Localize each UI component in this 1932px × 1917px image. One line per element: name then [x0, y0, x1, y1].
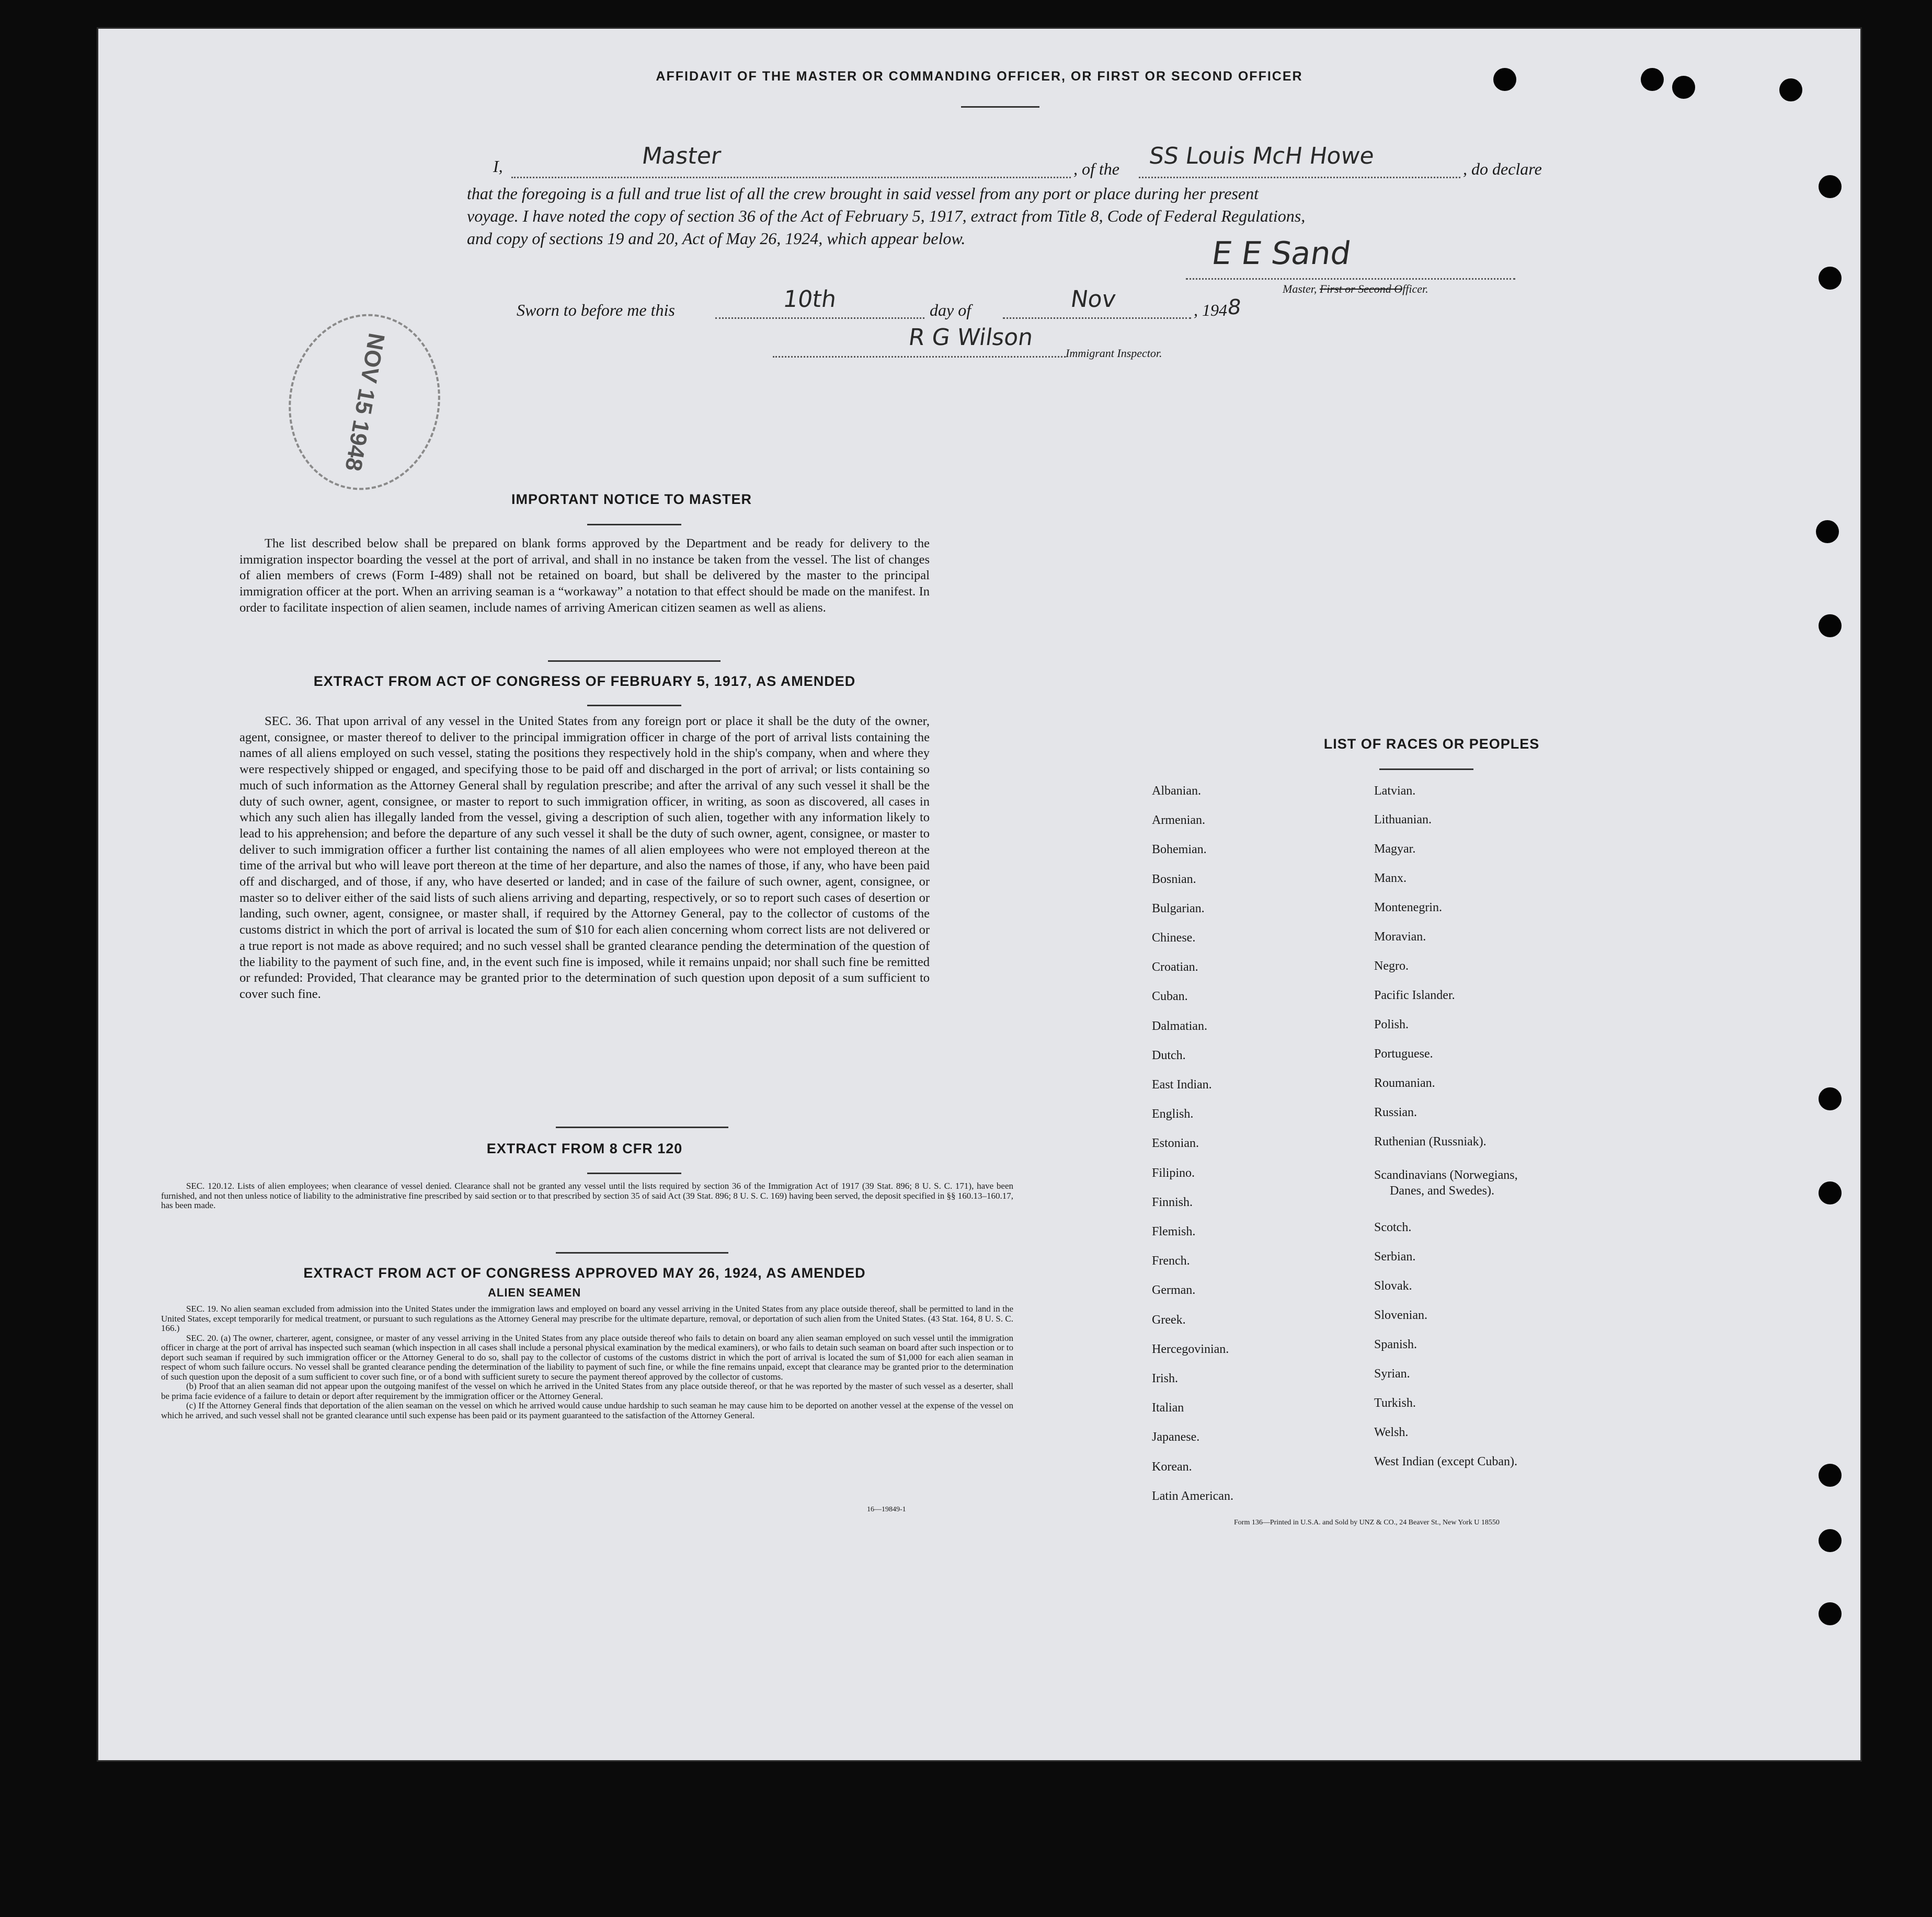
punch-hole [1819, 1464, 1842, 1487]
race-left-item: Bulgarian. [1152, 901, 1205, 915]
punch-hole [1819, 1602, 1842, 1625]
sec-19: SEC. 19. No alien seaman excluded from admission into the United States under the immigration laws and employed on board any vessel arriving in the United States from any place outside thereof, shall be permitted to land in the United States, except temporarily for medical treatment, or pursuant to such regulations as the Attorney General may prescribe for the ultimate departure, removal, or deportation of such alien from the United States. (43 Stat. 164, 8 U. S. C. 166.) [161, 1304, 1013, 1333]
sworn-day-hw: 10th [781, 286, 838, 313]
notice-rule [587, 524, 681, 525]
race-left-item: Flemish. [1152, 1225, 1196, 1238]
cfr-end-rule [556, 1252, 728, 1254]
race-right-item: Polish. [1374, 1018, 1409, 1031]
cfr-heading: EXTRACT FROM 8 CFR 120 [486, 1141, 683, 1156]
notice-heading: IMPORTANT NOTICE TO MASTER [511, 491, 752, 507]
master-signature-line [1186, 278, 1515, 280]
caption-struck: First or Second O [1319, 282, 1403, 295]
punch-hole [1819, 1087, 1842, 1110]
master-signature: E E Sand [1209, 235, 1353, 272]
decl-line-2: that the foregoing is a full and true list of all the crew brought in said vessel from any port or place during her present [467, 184, 1259, 203]
notice-body: The list described below shall be prepared on blank forms approved by the Department and be ready for delivery to the immigration inspector boarding the vessel at the port of arrival, and shall in no instance be taken from the vessel. The list of changes of alien members of crews (Form I-489) shall not be retained on board, but shall be delivered by the master to the principal immigration officer at the port. When an arriving seaman is a “workaway” a notation to that effect should be made on the manifest. In order to facilitate inspection of alien seamen, include names of arriving American citizen seamen as well as aliens. [239, 536, 930, 615]
decl-i: I, [493, 157, 503, 176]
race-left-item: German. [1152, 1283, 1196, 1298]
race-left-item: Estonian. [1152, 1137, 1199, 1151]
sec-20a: SEC. 20. (a) The owner, charterer, agent, consignee, or master of any vessel arriving in the United States from any place outside thereof who fails to detain on board any alien seaman employed on such vessel until the immigration officer in charge at the port of arrival has inspected such seaman (which inspection in all cases shall include a personal physical examination by the medical examiners), or who fails to detain such seaman on board after such inspection or to deport such seaman if required by such immigration officer or the Attorney General to do so, shall pay to the collector of customs of the customs district in which the port of arrival is located the sum of $1,000 for each alien seaman in respect of whom such failure occurs. No vessel shall be granted clearance pending the determination of the liability to payment of such fine, or while the fine remains unpaid, except that clearance may be granted prior to the determination of such question upon the deposit of a sum sufficient to cover such fine, or of a bond with sufficient surety to secure the payment thereof approved by the collector of customs. [161, 1333, 1013, 1382]
race-left-item: Croatian. [1152, 960, 1198, 974]
race-left-item: Bosnian. [1152, 872, 1196, 886]
cfr-body: SEC. 120.12. Lists of alien employees; when clearance of vessel denied. Clearance shall not be granted any vessel until the lists required by section 36 of the Immigration Act of 1917 (39 Stat. 896; 8 U. S. C. 171), have been furnished, and not then unless notice of liability to the administrative fine prescribed by said section or to that prescribed by section 35 of said Act (39 Stat. 896; 8 U. S. C. 169) having been served, the deposit specified in §§ 160.13–160.17, has been made. [161, 1181, 1013, 1210]
decl-of-the: , of the [1073, 159, 1119, 178]
race-right-item: Latvian. [1374, 784, 1416, 798]
race-right-item: Moravian. [1374, 930, 1426, 944]
date-stamp: NOV 15 1948 [275, 302, 454, 502]
race-left-item: Dutch. [1152, 1048, 1186, 1062]
race-right-item: Roumanian. [1374, 1076, 1435, 1090]
decl-line-4: and copy of sections 19 and 20, Act of May 26, 1924, which appear below. [467, 229, 966, 248]
race-left-item: Latin American. [1152, 1489, 1233, 1503]
decl-do-declare: , do declare [1463, 159, 1542, 178]
caption-end: fficer. [1402, 282, 1428, 295]
race-right-item: Serbian. [1374, 1250, 1416, 1264]
race-left-item: Japanese. [1152, 1430, 1200, 1444]
sworn-text: Sworn to before me this [517, 301, 675, 319]
race-left-item: Greek. [1152, 1313, 1186, 1327]
race-right-item: Montenegrin. [1374, 901, 1442, 914]
master-handwritten: Master [640, 143, 723, 169]
vessel-handwritten: SS Louis McH Howe [1147, 143, 1376, 169]
extract-1917-end-rule [556, 1127, 728, 1128]
race-left-item: Filipino. [1152, 1166, 1195, 1180]
punch-hole [1819, 1529, 1842, 1552]
race-right-item: Portuguese. [1374, 1047, 1433, 1061]
race-right-item: Scandinavians (Norwegians, [1374, 1168, 1518, 1182]
race-left-item: Armenian. [1152, 813, 1205, 828]
race-right-item: Slovenian. [1374, 1308, 1427, 1322]
sworn-year-hw: 8 [1226, 295, 1243, 319]
cfr-rule [587, 1173, 681, 1174]
race-right-item: Welsh. [1374, 1426, 1409, 1439]
inspector-signature: R G Wilson [907, 324, 1035, 351]
race-right-item: Scotch. [1374, 1221, 1412, 1234]
sworn-day-line [715, 317, 924, 319]
extract-1917-rule [587, 705, 681, 706]
printer-footer: Form 136—Printed in U.S.A. and Sold by UNZ & CO., 24 Beaver St., New York U 18550 [1234, 1519, 1500, 1526]
race-right-item: Syrian. [1374, 1367, 1410, 1381]
notice-end-rule [548, 660, 721, 662]
extract-1924-body [161, 1304, 1013, 1420]
decl-line-3: voyage. I have noted the copy of section 36 of the Act of February 5, 1917, extract from Title 8, Code of Federal Regulations, [467, 206, 1306, 225]
sworn-month-hw: Nov [1069, 286, 1118, 313]
race-right-item: Pacific Islander. [1374, 989, 1455, 1002]
race-left-item: Cuban. [1152, 990, 1188, 1004]
sworn-month-line [1003, 317, 1191, 319]
sec-20c: (c) If the Attorney General finds that deportation of the alien seaman on the vessel on which he arrived would cause undue hardship to such seaman he may cause him to be deported on another vessel at the expense of the vessel on which he arrived, and such vessel shall not be granted clearance until such expense has been paid or its payment guaranteed to the satisfaction of the Attorney General. [161, 1401, 1013, 1420]
form-code: 16—19849-1 [867, 1506, 906, 1513]
extract-1924-heading: EXTRACT FROM ACT OF CONGRESS APPROVED MAY 26, 1924, AS AMENDED [303, 1265, 866, 1281]
race-right-item: Russian. [1374, 1106, 1417, 1119]
race-right-item: Spanish. [1374, 1338, 1417, 1351]
master-field-line [511, 177, 1071, 178]
race-right-item: Ruthenian (Russniak). [1374, 1135, 1487, 1149]
extract-1917-body: SEC. 36. That upon arrival of any vessel in the United States from any foreign port or place it shall be the duty of the owner, agent, consignee, or master thereof to deliver to the principal immigration officer in charge of the port of arrival lists containing the names of all aliens employed on such vessel, stating the positions they respectively hold in the ship's company, when and where they were respectively shipped or engaged, and specifying those to be paid off and discharged in the port of arrival; or lists containing so much of such information as the Attorney General shall by regulation prescribe; and after the arrival of any such vessel it shall be the duty of such owner, agent, consignee, or master to report to such immigration officer, in writing, as soon as discovered, all cases in which any such alien has illegally landed from the vessel, giving a description of such alien, together with any information likely to lead to his apprehension; and before the departure of any such vessel it shall be the duty of such owner, agent, consignee, or master to deliver to such immigration officer a further list containing the names of all alien employees who were not employed thereon at the time of the arrival but who will leave port thereon at the time of her departure, and also the names of those, if any, who have been paid off and discharged, and of those, if any, who have deserted or landed; and in case of the failure of such owner, agent, consignee, or master so to deliver either of the said lists of such aliens arriving and departing, respectively, or so to report such cases of desertion or landing, such owner, agent, consignee, or master shall, if required by the Attorney General, pay to the collector of customs of the customs district in which the port of arrival is located the sum of $10 for each alien concerning whom correct lists are not delivered or a true report is not made as above required; and no such vessel shall be granted clearance pending the determination of the question of the liability to the payment of such fine, and, in the event such fine is imposed, while it remains unpaid; nor shall such fine be remitted or refunded: Provided, That clearance may be granted prior to the determination of such question upon deposit of a sum sufficient to cover such fine. [239, 714, 930, 1001]
races-heading: LIST OF RACES OR PEOPLES [1323, 736, 1540, 752]
race-right-item: Negro. [1374, 959, 1409, 973]
race-right-item: West Indian (except Cuban). [1374, 1455, 1517, 1468]
race-left-item: Albanian. [1152, 784, 1201, 798]
vessel-field-line [1139, 177, 1460, 178]
caption-master: Master, [1283, 282, 1320, 295]
extract-1917-heading: EXTRACT FROM ACT OF CONGRESS OF FEBRUARY 5, 1917, AS AMENDED [313, 673, 856, 689]
punch-hole [1816, 520, 1839, 543]
punch-hole [1819, 175, 1842, 198]
race-left-item: Bohemian. [1152, 843, 1207, 857]
inspector-line [773, 356, 1066, 358]
race-left-item: Irish. [1152, 1372, 1178, 1385]
race-right-item: Slovak. [1374, 1279, 1412, 1293]
document-page [98, 29, 1860, 1760]
races-rule [1379, 768, 1473, 770]
race-right-item: Lithuanian. [1374, 813, 1432, 827]
race-left-item: Hercegovinian. [1152, 1342, 1229, 1356]
race-right-item: Danes, and Swedes). [1390, 1184, 1494, 1198]
punch-hole [1819, 267, 1842, 290]
race-left-item: Italian [1152, 1401, 1184, 1415]
race-right-item: Manx. [1374, 871, 1407, 885]
sworn-year-prefix: , 194 [1194, 301, 1227, 319]
race-right-item: Magyar. [1374, 842, 1416, 856]
title-rule [961, 106, 1039, 108]
race-left-item: East Indian. [1152, 1078, 1212, 1092]
punch-hole [1819, 614, 1842, 637]
sworn-day-of: day of [930, 301, 971, 319]
race-right-item: Turkish. [1374, 1396, 1416, 1410]
race-left-item: Korean. [1152, 1460, 1192, 1474]
alien-seamen-subheading: ALIEN SEAMEN [488, 1286, 581, 1299]
race-left-item: Chinese. [1152, 931, 1196, 945]
sec-20b: (b) Proof that an alien seaman did not appear upon the outgoing manifest of the vessel on which he arrived in the United States from any place outside thereof, or that he was reported by the master of such vessel as a deserter, shall be prima facie evidence of a failure to detain or deport after requirement by the immigration officer or the Attorney General. [161, 1381, 1013, 1401]
race-left-item: Dalmatian. [1152, 1019, 1207, 1033]
race-left-item: French. [1152, 1254, 1190, 1268]
form-title: AFFIDAVIT OF THE MASTER OR COMMANDING OFFICER, OR FIRST OR SECOND OFFICER [656, 69, 1303, 84]
master-signature-caption [1283, 282, 1428, 296]
punch-hole [1819, 1181, 1842, 1204]
race-left-item: English. [1152, 1107, 1194, 1121]
inspector-caption: Immigrant Inspector. [1066, 347, 1162, 360]
race-left-item: Finnish. [1152, 1195, 1193, 1209]
